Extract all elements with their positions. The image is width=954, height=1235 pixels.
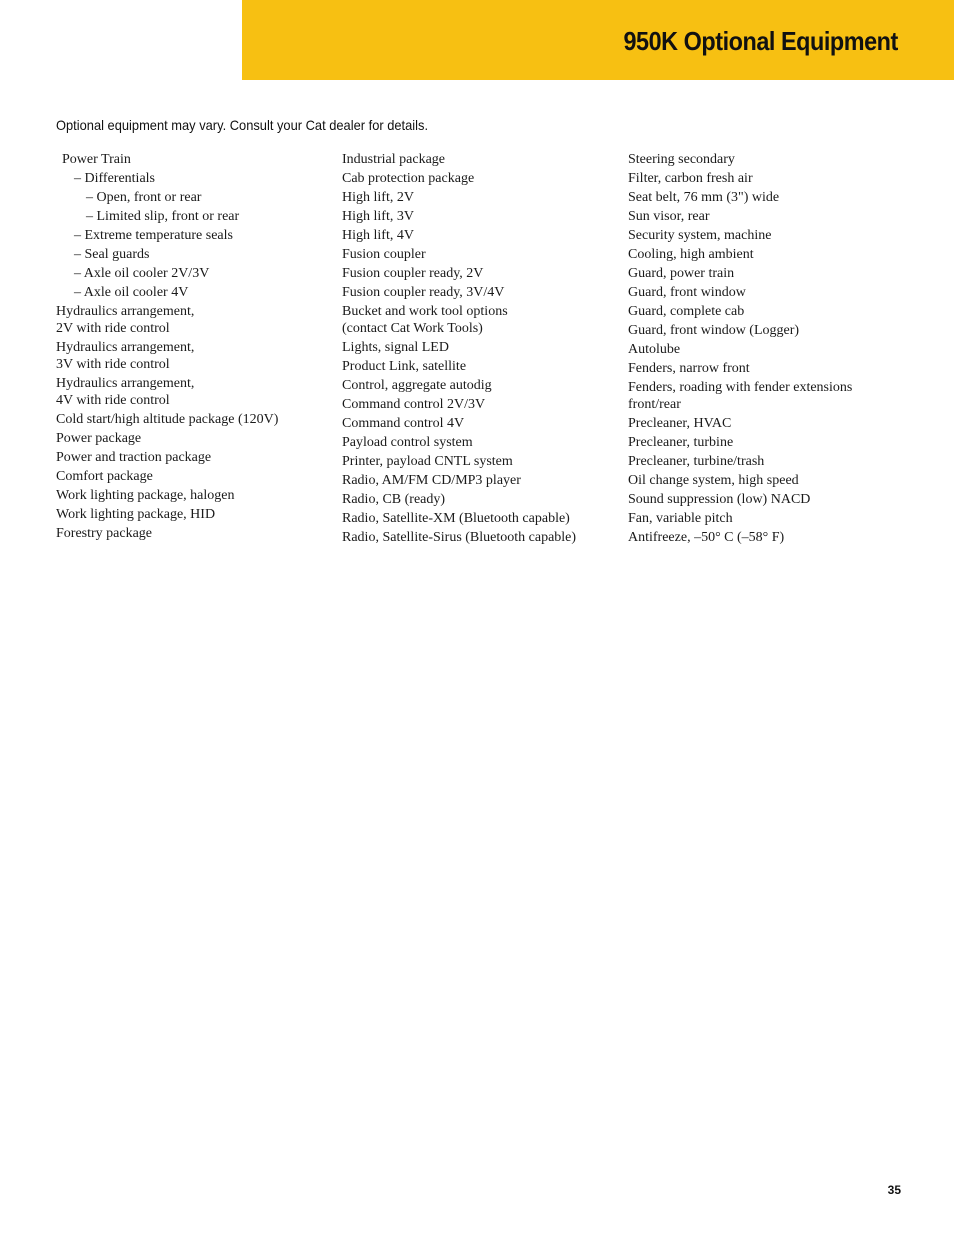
list-item: High lift, 2V bbox=[342, 190, 414, 205]
list-item: Work lighting package, HID bbox=[56, 507, 216, 522]
list-item: Fusion coupler ready, 2V bbox=[342, 266, 484, 281]
list-item: Hydraulics arrangement, 2V with ride control bbox=[56, 304, 195, 336]
list-item: Hydraulics arrangement, 4V with ride control bbox=[56, 376, 195, 408]
list-item: Guard, front window (Logger) bbox=[628, 323, 800, 338]
page-number: 35 bbox=[887, 1183, 901, 1197]
list-item: – Differentials bbox=[74, 171, 155, 186]
list-item: Power Train bbox=[62, 152, 131, 167]
list-item: Hydraulics arrangement, 3V with ride control bbox=[56, 340, 195, 372]
list-item: Radio, Satellite-Sirus (Bluetooth capable) bbox=[342, 530, 577, 545]
list-item: Oil change system, high speed bbox=[628, 473, 799, 488]
list-item: – Axle oil cooler 2V/3V bbox=[74, 266, 210, 281]
list-item: Cold start/high altitude package (120V) bbox=[56, 412, 279, 427]
list-item: Precleaner, HVAC bbox=[628, 416, 732, 431]
list-item: Seat belt, 76 mm (3") wide bbox=[628, 190, 780, 205]
list-item: Printer, payload CNTL system bbox=[342, 454, 513, 469]
list-item: – Open, front or rear bbox=[86, 190, 202, 205]
equipment-column-3 bbox=[628, 151, 908, 548]
list-item: Radio, Satellite-XM (Bluetooth capable) bbox=[342, 511, 570, 526]
list-item: Cooling, high ambient bbox=[628, 247, 754, 262]
list-item: Fan, variable pitch bbox=[628, 511, 733, 526]
list-item: Guard, power train bbox=[628, 266, 735, 281]
list-item: Sun visor, rear bbox=[628, 209, 710, 224]
list-item: Autolube bbox=[628, 342, 681, 357]
list-item: – Axle oil cooler 4V bbox=[74, 285, 189, 300]
list-item: Fenders, roading with fender extensions front/rear bbox=[628, 380, 853, 412]
list-item: High lift, 4V bbox=[342, 228, 414, 243]
list-item: Filter, carbon fresh air bbox=[628, 171, 753, 186]
intro-text: Optional equipment may vary. Consult your Cat dealer for details. bbox=[56, 117, 429, 133]
list-item: Lights, signal LED bbox=[342, 340, 449, 355]
list-item: Cab protection package bbox=[342, 171, 475, 186]
page-title: 950K Optional Equipment bbox=[623, 26, 898, 56]
equipment-column-2 bbox=[342, 151, 622, 548]
list-item: Precleaner, turbine/trash bbox=[628, 454, 765, 469]
list-item: Product Link, satellite bbox=[342, 359, 467, 374]
list-item: Fenders, narrow front bbox=[628, 361, 750, 376]
list-item: Power and traction package bbox=[56, 450, 212, 465]
list-item: Industrial package bbox=[342, 152, 446, 167]
list-item: Power package bbox=[56, 431, 142, 446]
list-item: Guard, front window bbox=[628, 285, 746, 300]
list-item: Forestry package bbox=[56, 526, 153, 541]
list-item: Radio, AM/FM CD/MP3 player bbox=[342, 473, 521, 488]
list-item: Sound suppression (low) NACD bbox=[628, 492, 811, 507]
list-item: Bucket and work tool options (contact Cat Work Tools) bbox=[342, 304, 508, 336]
list-item: Precleaner, turbine bbox=[628, 435, 734, 450]
list-item: – Extreme temperature seals bbox=[74, 228, 233, 243]
list-item: Fusion coupler ready, 3V/4V bbox=[342, 285, 505, 300]
list-item: Control, aggregate autodig bbox=[342, 378, 492, 393]
list-item: High lift, 3V bbox=[342, 209, 414, 224]
list-item: Command control 4V bbox=[342, 416, 465, 431]
list-item: Security system, machine bbox=[628, 228, 772, 243]
list-item: Comfort package bbox=[56, 469, 153, 484]
list-item: Work lighting package, halogen bbox=[56, 488, 235, 503]
list-item: Command control 2V/3V bbox=[342, 397, 486, 412]
list-item: Antifreeze, –50° C (–58° F) bbox=[628, 530, 785, 545]
header-band bbox=[242, 0, 954, 80]
list-item: – Limited slip, front or rear bbox=[86, 209, 240, 224]
list-item: Radio, CB (ready) bbox=[342, 492, 446, 507]
list-item: Fusion coupler bbox=[342, 247, 426, 262]
equipment-column-1 bbox=[56, 151, 336, 544]
list-item: – Seal guards bbox=[74, 247, 150, 262]
list-item: Steering secondary bbox=[628, 152, 735, 167]
list-item: Guard, complete cab bbox=[628, 304, 745, 319]
list-item: Payload control system bbox=[342, 435, 473, 450]
